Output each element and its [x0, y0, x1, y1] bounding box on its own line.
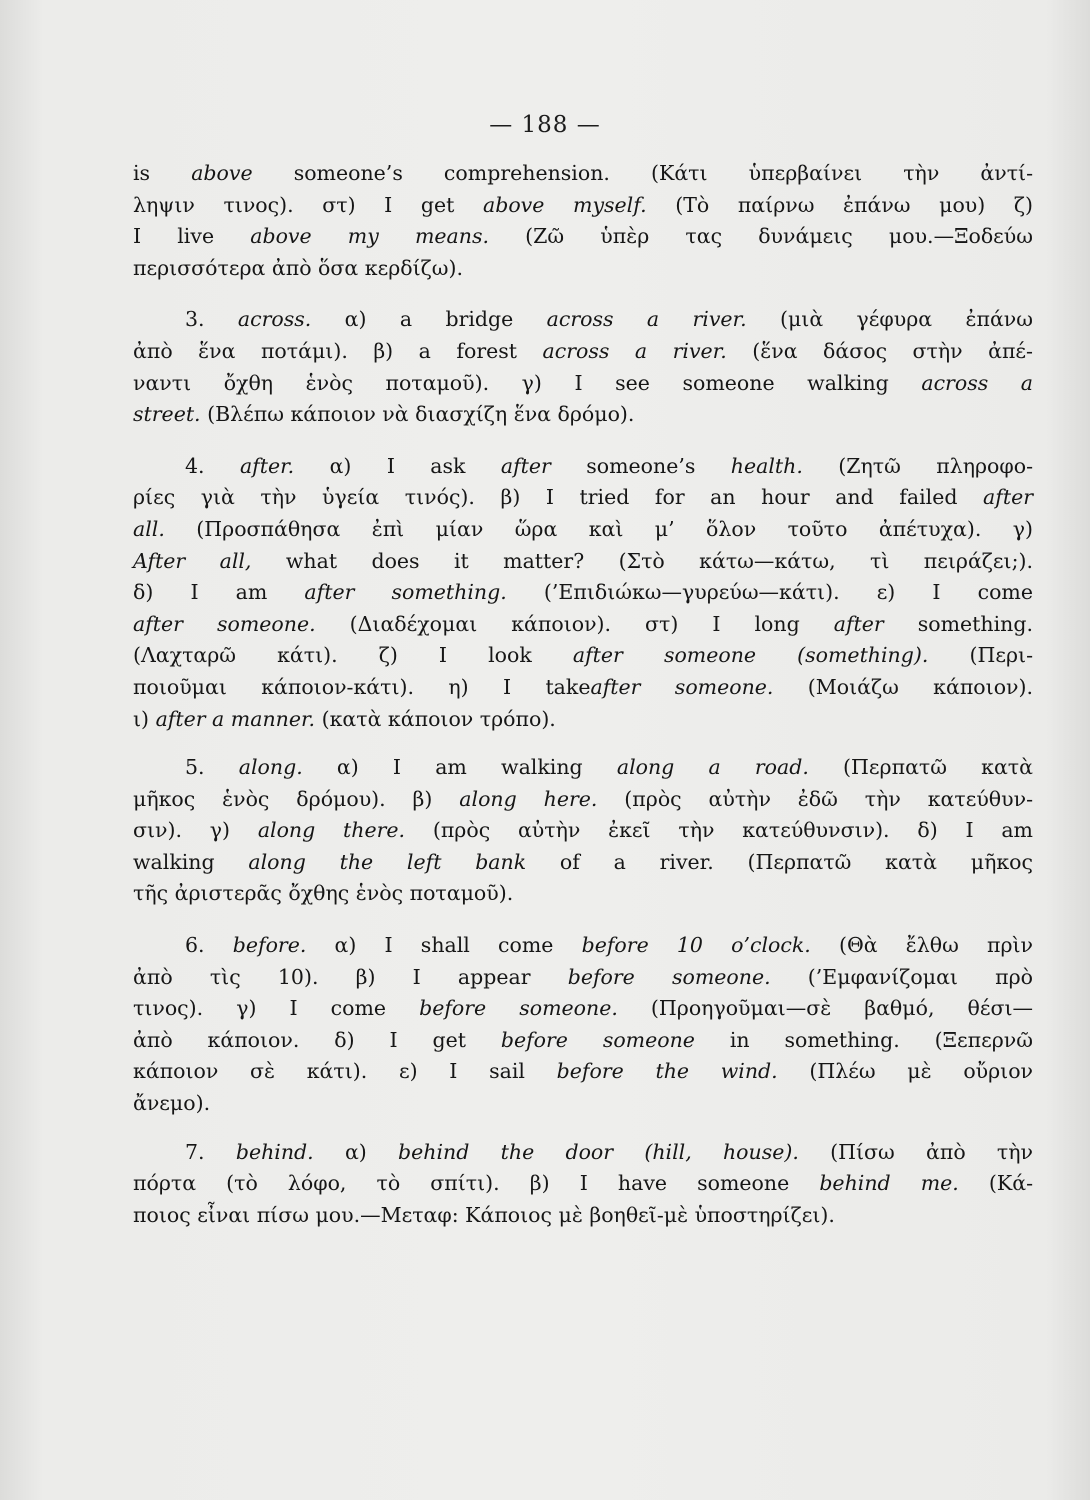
paragraph [133, 1137, 1033, 1232]
paragraph-gap [133, 735, 1033, 752]
italic-phrase: After all, [133, 548, 252, 573]
text-line [133, 482, 1033, 514]
text-line [133, 399, 1033, 431]
text-run: (πρὸς αὐτὴν ἐδῶ τὴν κατεύθυν- [597, 786, 1033, 811]
text-run: (κατὰ κάποιον τρόπο). [315, 706, 556, 731]
italic-phrase: after someone. [590, 674, 774, 699]
paragraph [133, 158, 1033, 284]
text-run: ποιος εἶναι πίσω μου.—Μεταφ: Κάποιος μὲ βοηθεῖ-μὲ ὑποστηρίζει). [133, 1202, 835, 1227]
text-line [133, 1025, 1033, 1057]
text-line [133, 672, 1033, 704]
text-line [133, 784, 1033, 816]
text-run: (μιὰ γέφυρα ἐπάνω [746, 307, 1033, 332]
text-run: α) [313, 1139, 399, 1164]
text-run: (Προσπάθησα ἐπὶ μίαν ὥρα καὶ μ’ ὅλον τοῦτο ἀπέτυχα). γ) [164, 516, 1033, 541]
text-run: κάποιον σὲ κάτι). ε) I sail [133, 1059, 557, 1084]
text-line [133, 847, 1033, 879]
paragraph-gap [133, 1120, 1033, 1137]
text-run: περισσότερα ἀπὸ ὅσα κερδίζω). [133, 255, 463, 280]
italic-phrase: before. [232, 933, 307, 958]
text-run: (Ζητῶ πληροφο- [802, 453, 1033, 478]
italic-phrase: before someone. [567, 964, 771, 989]
text-line [133, 336, 1033, 368]
text-run: ληψιν τινος). στ) I get [133, 192, 483, 217]
text-run: (Περι- [928, 643, 1034, 668]
text-line [133, 514, 1033, 546]
italic-phrase: before someone [500, 1027, 695, 1052]
text-run: πόρτα (τὸ λόφο, τὸ σπίτι). β) I have someone [133, 1171, 820, 1196]
text-run: 7. [185, 1139, 236, 1164]
text-line [133, 577, 1033, 609]
text-line [133, 1168, 1033, 1200]
text-run: ἀπὸ ἕνα ποτάμι). β) a forest [133, 338, 543, 363]
italic-phrase: after [833, 611, 884, 636]
italic-phrase: before 10 o’clock. [581, 933, 811, 958]
text-run: (Πλέω μὲ οὔριον [777, 1059, 1034, 1084]
italic-phrase: behind the door (hill, house). [398, 1139, 799, 1164]
text-run: (Λαχταρῶ κάτι). ζ) I look [133, 643, 573, 668]
text-line [133, 930, 1033, 962]
text-run: (Μοιάζω κάποιον). [773, 674, 1034, 699]
text-run: α) I shall come [306, 933, 582, 958]
page-number: — 188 — [489, 112, 601, 138]
italic-phrase: along there. [257, 818, 406, 843]
text-run: something. [883, 611, 1033, 636]
italic-phrase: behind. [235, 1139, 314, 1164]
text-run: (’Εμφανίζομαι πρὸ [770, 964, 1033, 989]
text-run: I live [133, 224, 251, 249]
text-run: μῆκος ἑνὸς δρόμου). β) [133, 786, 460, 811]
text-run: σιν). γ) [133, 818, 258, 843]
paragraph-gap [133, 431, 1033, 451]
italic-phrase: after a manner. [155, 706, 316, 731]
text-run: (Ζῶ ὑπὲρ τας δυνάμεις μου.—Ξοδεύω [489, 224, 1033, 249]
text-line [133, 609, 1033, 641]
text-run: 3. [185, 307, 238, 332]
italic-phrase: health. [730, 453, 803, 478]
text-run: (πρὸς αὐτὴν ἐκεῖ τὴν κατεύθυνσιν). δ) I am [405, 818, 1033, 843]
text-run: (’Επιδιώκω—γυρεύω—κάτι). ε) I come [506, 580, 1033, 605]
text-line [133, 752, 1033, 784]
text-run: τινος). γ) I come [133, 996, 420, 1021]
text-line [133, 221, 1033, 253]
text-run: 4. [185, 453, 240, 478]
italic-phrase: behind me. [819, 1171, 959, 1196]
text-run: ι) [133, 706, 156, 731]
italic-phrase: before the wind. [556, 1059, 778, 1084]
italic-phrase: along a road. [616, 755, 809, 780]
text-run: ἀπὸ τὶς 10). β) I appear [133, 964, 568, 989]
text-run: α) I ask [294, 453, 501, 478]
paragraph [133, 930, 1033, 1120]
italic-phrase: after someone. [133, 611, 316, 636]
italic-phrase: across a [921, 370, 1034, 395]
text-run: walking [133, 849, 249, 874]
text-run: α) I am walking [302, 755, 617, 780]
text-run: (Θὰ ἔλθω πρὶν [810, 933, 1033, 958]
paragraph [133, 752, 1033, 910]
paragraph-gap [133, 284, 1033, 304]
italic-phrase: across a river. [542, 338, 727, 363]
text-run: (ἕνα δάσος στὴν ἀπέ- [726, 338, 1033, 363]
text-line [133, 253, 1033, 285]
text-line [133, 546, 1033, 578]
text-run: τῆς ἀριστερᾶς ὄχθης ἑνὸς ποταμοῦ). [133, 881, 514, 906]
paragraph [133, 451, 1033, 735]
italic-phrase: above myself. [483, 192, 647, 217]
text-run: ἄνεμο). [133, 1091, 211, 1116]
text-line [133, 1056, 1033, 1088]
text-run: ρίες γιὰ τὴν ὑγεία τινός). β) I tried for an hour and failed [133, 485, 984, 510]
italic-phrase: after something. [304, 580, 507, 605]
paragraph-gap [133, 910, 1033, 930]
text-run: (Βλέπω κάποιον νὰ διασχίζη ἕνα δρόμο). [200, 402, 635, 427]
text-run: (Τὸ παίρνω ἐπάνω μου) ζ) [646, 192, 1033, 217]
text-line [133, 1200, 1033, 1232]
paragraph [133, 304, 1033, 430]
text-line [133, 815, 1033, 847]
text-run: (Πίσω ἀπὸ τὴν [798, 1139, 1034, 1164]
text-run: δ) I am [133, 580, 305, 605]
text-line [133, 1137, 1033, 1169]
text-line [133, 962, 1033, 994]
text-run: someone’s [550, 453, 731, 478]
text-line [133, 1088, 1033, 1120]
text-line [133, 304, 1033, 336]
page-text [133, 158, 1033, 1231]
italic-phrase: across a river. [546, 307, 747, 332]
italic-phrase: across. [237, 307, 312, 332]
text-run: someone’s comprehension. (Κάτι ὑπερβαίνει τὴν ἀντί- [252, 161, 1034, 185]
text-run: what does it matter? (Στὸ κάτω—κάτω, τὶ πειράζει;). [251, 548, 1033, 573]
italic-phrase: after. [239, 453, 295, 478]
italic-phrase: all. [133, 516, 165, 541]
text-line [133, 451, 1033, 483]
text-run: in something. (Ξεπερνῶ [694, 1027, 1033, 1052]
text-run: is [133, 161, 192, 185]
text-line [133, 704, 1033, 736]
italic-phrase: before someone. [419, 996, 618, 1021]
text-line [133, 368, 1033, 400]
text-line [133, 878, 1033, 910]
text-line [133, 640, 1033, 672]
text-run: 6. [185, 933, 233, 958]
italic-phrase: after someone (something). [572, 643, 929, 668]
text-run: α) a bridge [311, 307, 547, 332]
text-run: (Περπατῶ κατὰ [808, 755, 1033, 780]
text-run: (Προηγοῦμαι—σὲ βαθμό, θέσι— [617, 996, 1033, 1021]
text-run: of a river. (Περπατῶ κατὰ μῆκος [526, 849, 1033, 874]
italic-phrase: above my means. [250, 224, 489, 249]
text-line [133, 190, 1033, 222]
italic-phrase: after [500, 453, 551, 478]
italic-phrase: along here. [459, 786, 598, 811]
italic-phrase: after [983, 485, 1033, 510]
text-run: ναντι ὄχθη ἑνὸς ποταμοῦ). γ) I see someone walking [133, 370, 922, 395]
text-run: ἀπὸ κάποιον. δ) I get [133, 1027, 501, 1052]
italic-phrase: along the left bank [248, 849, 527, 874]
text-line [133, 158, 1033, 190]
italic-phrase: above [191, 161, 253, 185]
text-run: (Κά- [958, 1171, 1033, 1196]
text-run: (Διαδέχομαι κάποιον). στ) I long [315, 611, 834, 636]
text-run: 5. [185, 755, 239, 780]
italic-phrase: along. [238, 755, 303, 780]
text-line [133, 993, 1033, 1025]
italic-phrase: street. [133, 402, 201, 427]
text-run: ποιοῦμαι κάποιον-κάτι). η) I take [133, 674, 591, 699]
